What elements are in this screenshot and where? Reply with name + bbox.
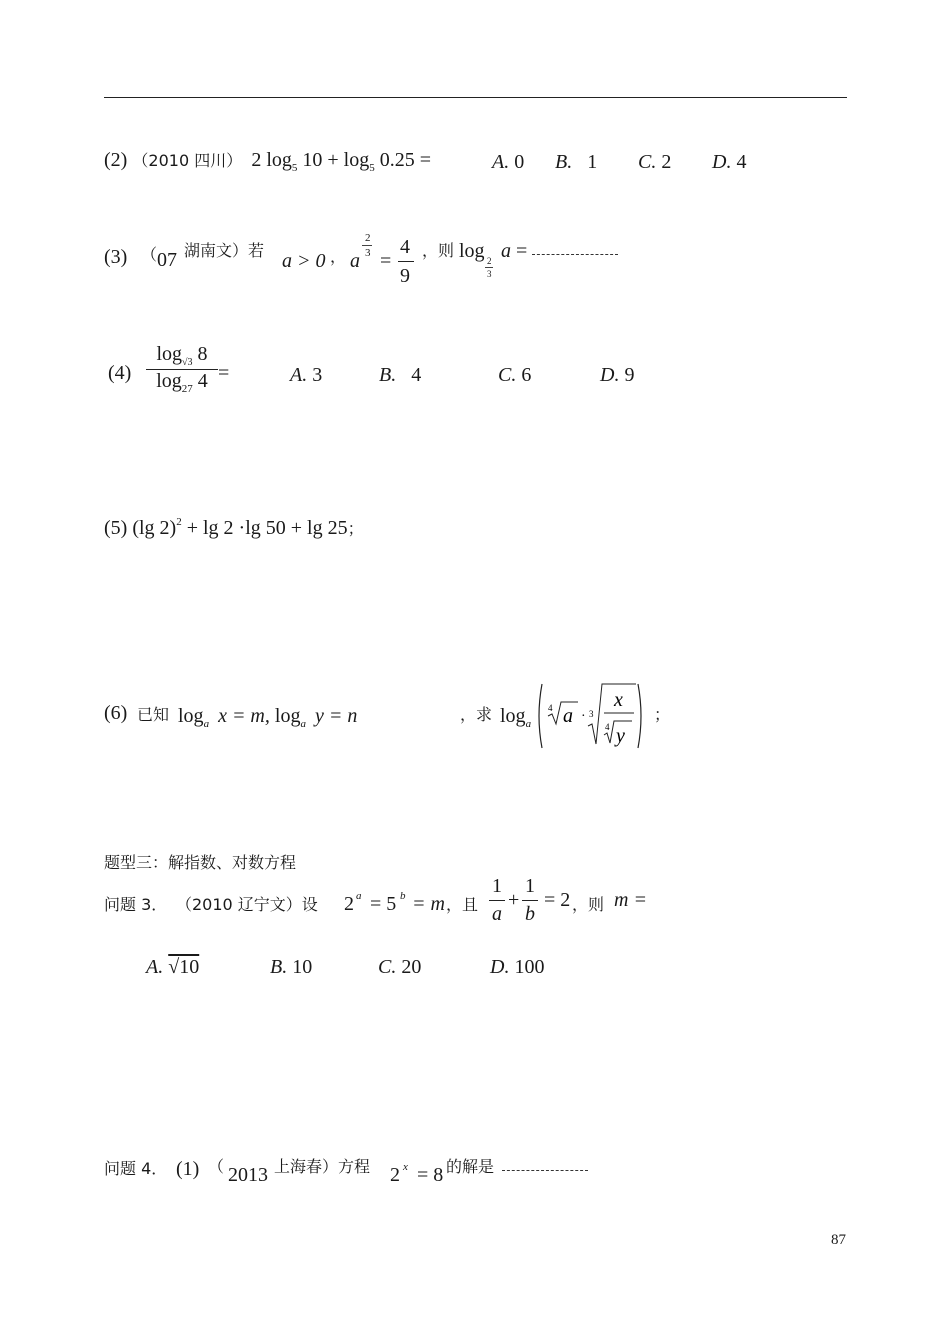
question-year: 07	[157, 249, 177, 271]
question-number: (1)	[176, 1158, 200, 1180]
option-c: C. 20	[378, 956, 422, 978]
svg-text:3: 3	[589, 709, 594, 719]
answer-blank	[502, 1170, 588, 1171]
page-number: 87	[831, 1232, 846, 1248]
option-d: D. 100	[490, 956, 545, 978]
problem-3: 问题 3． （2010 辽宁文）设 2 a = 5 b = m ，且 1 a + 1 b = 2 ，则 m =	[104, 875, 647, 925]
svg-text:4: 4	[605, 722, 610, 732]
problem-year: 2013	[228, 1164, 268, 1186]
condition: a > 0	[282, 250, 326, 272]
svg-text:x: x	[614, 689, 623, 711]
question-2	[104, 148, 431, 174]
radical-expression	[534, 680, 654, 752]
option-c: C. 6	[498, 364, 532, 386]
svg-text:y: y	[616, 725, 625, 747]
option-d: D. 9	[600, 364, 635, 386]
question-source: 湖南文）若	[184, 241, 265, 260]
question-source: （2010 四川）	[132, 151, 243, 170]
problem-label: 问题 4．	[104, 1159, 168, 1178]
problem-source: 上海春）方程	[274, 1157, 371, 1176]
problem-source: （2010 辽宁文）设	[176, 895, 318, 914]
option-a: A. 0	[492, 151, 525, 173]
question-number: (5)	[104, 517, 128, 539]
question-number: (6)	[104, 702, 128, 724]
problem-4: 问题 4． (1) （ 2013 上海春）方程 2 x = 8 的解是	[104, 1150, 624, 1190]
option-c: C. 2	[638, 151, 672, 173]
option-a: A. 3	[290, 364, 323, 386]
option-d: D. 4	[712, 151, 747, 173]
question-number: (4)	[108, 362, 132, 384]
question-6: (6) 已知 $\log_a x = m$, $\log_a y = n$ ，求 $\log_a$ 4 a · 3 x 4 y ；	[104, 680, 584, 752]
problem-label: 问题 3．	[104, 895, 168, 914]
fraction-expression: $\log_{√3} 8$ $\log_{27} 4$	[146, 343, 218, 396]
option-b: B. 1	[555, 151, 598, 173]
section-title: 题型三：解指数、对数方程	[104, 853, 297, 872]
expression: 2 $\log_5 10 + \log_5 0.25$ =	[251, 149, 432, 174]
question-number: (2)	[104, 149, 128, 171]
answer-blank	[532, 254, 618, 255]
header-rule	[104, 97, 847, 98]
option-b: B. 4	[379, 364, 422, 386]
svg-text:a: a	[563, 705, 573, 727]
option-a: A. √10	[146, 956, 200, 978]
option-b: B. 10	[270, 956, 313, 978]
question-5: (5) (lg 2)$^2$ + lg 2 ·lg 50 + lg 25；	[104, 516, 364, 539]
svg-text:·: ·	[581, 709, 586, 724]
question-number: (3)	[104, 246, 128, 268]
svg-text:4: 4	[548, 703, 553, 713]
